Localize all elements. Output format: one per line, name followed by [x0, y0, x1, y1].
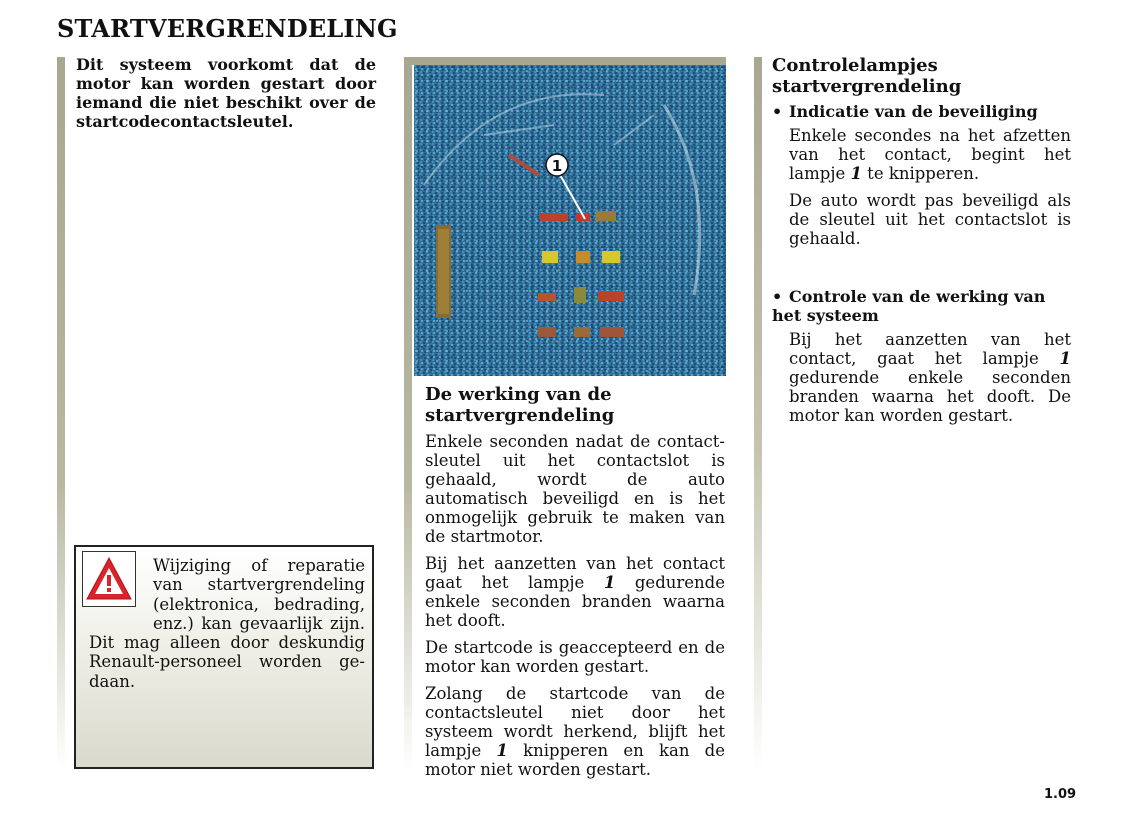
middle-paragraph: Zolang de startcode van de contactsleutel niet door het systeem wordt herkend, blijft het lampje 1 knipperen en kan de motor niet worden gestart. [425, 684, 725, 779]
intro-text: Dit systeem voorkomt dat de motor kan worden gestart door iemand die niet beschikt over de startcodecontactsleutel. [76, 55, 376, 131]
dashboard-figure [414, 65, 726, 376]
bullet-dot: • [772, 102, 783, 121]
middle-body [425, 432, 725, 787]
column-bar-right [754, 57, 762, 770]
bullet-body-1 [789, 126, 1071, 256]
middle-paragraph: De startcode is geaccepteerd en de motor kan worden gestart. [425, 638, 725, 676]
warning-text: Wijziging of reparatie van startvergrendeling (elektronica, bedrading, enz.) kan gevaarlijk zijn. Dit mag alleen door deskundig Renault-personeel worden gedaan. [89, 556, 365, 691]
bullet-paragraph: De auto wordt pas beveiligd als de sleutel uit het contactslot is gehaald. [789, 191, 1071, 248]
page-title: STARTVERGRENDELING [57, 14, 398, 43]
column-bar-left [57, 57, 65, 770]
middle-paragraph: Enkele seconden nadat de contactsleutel uit het contactslot is gehaald, wordt de auto automatisch beveiligd en is het onmogelijk gebruik te maken van de startmotor. [425, 432, 725, 546]
middle-heading: De werking van de startvergrendeling [425, 384, 615, 426]
bullet-heading-1: • Indicatie van de beveiliging [772, 102, 1038, 121]
page-number: 1.09 [1044, 787, 1077, 802]
bullet-paragraph: Bij het aanzetten van het contact, gaat het lampje 1 gedurende enkele seconden branden waarna het dooft. De motor kan worden gestart. [789, 330, 1071, 425]
bullet-paragraph: Enkele secondes na het afzetten van het contact, begint het lampje 1 te knipperen. [789, 126, 1071, 183]
column-bar-middle [404, 57, 412, 770]
warning-box [74, 545, 374, 769]
right-heading: Controlelampjes startvergrendeling [772, 55, 962, 97]
figure-callout-label: 1 [551, 157, 563, 175]
bullet-body-2 [789, 330, 1071, 433]
middle-paragraph: Bij het aanzetten van het contact gaat het lampje 1 gedurende enkele seconden branden waarna het dooft. [425, 554, 725, 630]
bullet-heading-2: • Controle van de werking van het systeem [772, 287, 1046, 325]
figure-top-band [404, 57, 726, 65]
bullet-dot: • [772, 287, 783, 306]
